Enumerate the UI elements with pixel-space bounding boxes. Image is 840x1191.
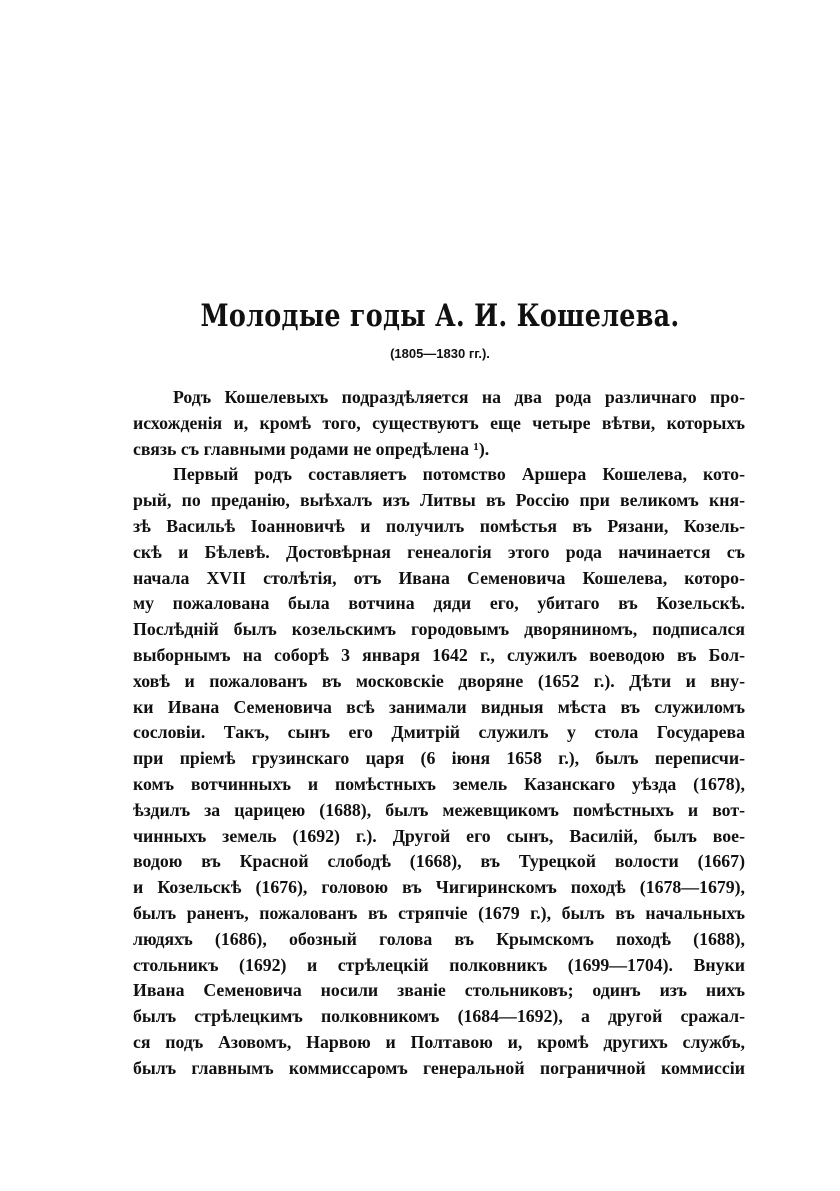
text-line: людяхъ (1686), обозный голова въ Крымскомъ походѣ (1688), <box>133 928 745 949</box>
text-line: выборнымъ на соборѣ 3 января 1642 г., служилъ воеводою въ Бол- <box>133 644 745 665</box>
text-line: чинныхъ земель (1692) г.). Другой его сынъ, Василій, былъ вое- <box>133 825 745 846</box>
text-line: ся подъ Азовомъ, Нарвою и Полтавою и, кромѣ другихъ службъ, <box>133 1031 745 1052</box>
text-line: былъ стрѣлецкимъ полковникомъ (1684—1692), а другой сражал- <box>133 1006 745 1027</box>
text-line: скѣ и Бѣлевѣ. Достовѣрная генеалогія этого рода начинается съ <box>133 541 745 562</box>
article-subtitle: (1805—1830 гг.). <box>390 346 490 361</box>
text-line: ки Ивана Семеновича всѣ занимали видныя мѣста въ служиломъ <box>133 696 745 717</box>
text-line: ѣздилъ за царицею (1688), былъ межевщикомъ помѣстныхъ и вот- <box>133 799 745 820</box>
text-line: Первый родъ составляетъ потомство Аршера Кошелева, кото- <box>173 464 745 485</box>
text-line: сословіи. Такъ, сынъ его Дмитрій служилъ у стола Государева <box>133 722 745 743</box>
text-line: му пожалована была вотчина дяди его, убитаго въ Козельскѣ. <box>133 593 745 614</box>
text-line: водою въ Красной слободѣ (1668), въ Турецкой волости (1667) <box>133 851 745 872</box>
text-line: стольникъ (1692) и стрѣлецкій полковникъ (1699—1704). Внуки <box>133 954 745 975</box>
text-line: зѣ Васильѣ Іоанновичѣ и получилъ помѣстья въ Рязани, Козель- <box>133 515 745 536</box>
text-line: Ивана Семеновича носили званіе стольниковъ; одинъ изъ нихъ <box>133 980 745 1001</box>
text-line: былъ главнымъ коммиссаромъ генеральной пограничной коммиссіи <box>133 1057 745 1078</box>
text-line: связь съ главными родами не опредѣлена ¹). <box>133 438 490 459</box>
text-line: рый, по преданію, выѣхалъ изъ Литвы въ Россію при великомъ кня- <box>133 490 745 511</box>
text-line: былъ раненъ, пожалованъ въ стряпчіе (1679 г.), былъ въ начальныхъ <box>133 902 745 923</box>
text-line: комъ вотчинныхъ и помѣстныхъ земель Казанскаго уѣзда (1678), <box>133 773 745 794</box>
text-line: Послѣдній былъ козельскимъ городовымъ дворяниномъ, подписался <box>133 619 745 640</box>
article-body <box>133 385 745 1082</box>
text-line: ховѣ и пожалованъ въ московскіе дворяне (1652 г.). Дѣти и вну- <box>133 670 745 691</box>
text-line: при пріемѣ грузинскаго царя (6 іюня 1658 г.), былъ переписчи- <box>133 748 745 769</box>
text-line: начала XVII столѣтія, отъ Ивана Семеновича Кошелева, которо- <box>133 567 745 588</box>
text-line: исхожденія и, кромѣ того, существуютъ еще четыре вѣтви, которыхъ <box>133 412 745 433</box>
article-title: Молодые годы А. И. Кошелева. <box>200 298 680 334</box>
text-line: и Козельскѣ (1676), головою въ Чигиринскомъ походѣ (1678—1679), <box>133 877 745 898</box>
text-line: Родъ Кошелевыхъ подраздѣляется на два рода различнаго про- <box>173 387 745 407</box>
